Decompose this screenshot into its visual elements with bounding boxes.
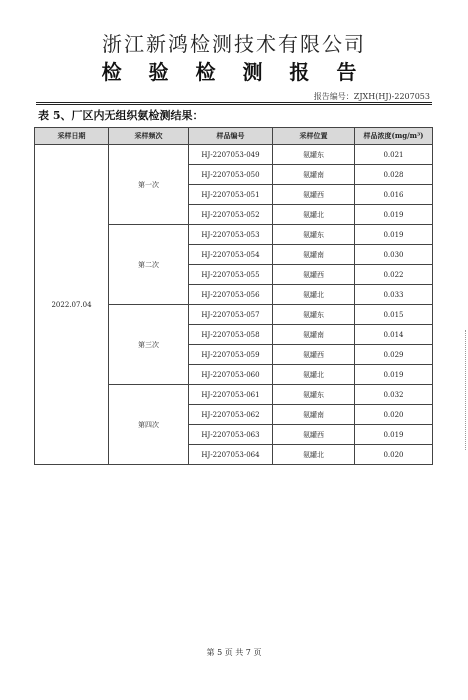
sample-value-cell: 0.030 (355, 245, 433, 265)
sample-id-cell: HJ-2207053-064 (189, 445, 273, 465)
sample-value-cell: 0.016 (355, 185, 433, 205)
sample-id-cell: HJ-2207053-060 (189, 365, 273, 385)
header-rule-bottom (36, 104, 432, 105)
sample-position-cell: 氨罐北 (273, 285, 355, 305)
sample-id-cell: HJ-2207053-058 (189, 325, 273, 345)
sample-id-cell: HJ-2207053-051 (189, 185, 273, 205)
sample-value-cell: 0.029 (355, 345, 433, 365)
sample-value-cell: 0.019 (355, 205, 433, 225)
sample-value-cell: 0.028 (355, 165, 433, 185)
column-header: 样品浓度(mg/m³) (355, 128, 433, 145)
sample-value-cell: 0.022 (355, 265, 433, 285)
results-table (34, 127, 433, 465)
sample-position-cell: 氨罐东 (273, 385, 355, 405)
sample-position-cell: 氨罐南 (273, 325, 355, 345)
sampling-round-cell: 第二次 (109, 225, 189, 305)
sample-value-cell: 0.019 (355, 425, 433, 445)
sample-id-cell: HJ-2207053-061 (189, 385, 273, 405)
column-header: 采样位置 (273, 128, 355, 145)
sampling-round-cell: 第四次 (109, 385, 189, 465)
sample-position-cell: 氨罐东 (273, 145, 355, 165)
sample-id-cell: HJ-2207053-054 (189, 245, 273, 265)
sample-value-cell: 0.020 (355, 445, 433, 465)
sample-value-cell: 0.020 (355, 405, 433, 425)
sample-position-cell: 氨罐东 (273, 305, 355, 325)
sample-position-cell: 氨罐西 (273, 185, 355, 205)
sample-id-cell: HJ-2207053-063 (189, 425, 273, 445)
sample-id-cell: HJ-2207053-052 (189, 205, 273, 225)
sample-position-cell: 氨罐西 (273, 345, 355, 365)
edge-stitch-marks (461, 330, 466, 450)
sample-position-cell: 氨罐东 (273, 225, 355, 245)
report-number: 报告编号：ZJXH(HJ)-2207053 (313, 92, 430, 101)
sample-id-cell: HJ-2207053-050 (189, 165, 273, 185)
column-header: 采样日期 (35, 128, 109, 145)
sample-value-cell: 0.032 (355, 385, 433, 405)
page-footer: 第 5 页 共 7 页 (206, 648, 262, 657)
sample-value-cell: 0.015 (355, 305, 433, 325)
report-title: 检 验 检 测 报 告 (101, 60, 367, 84)
table-header-row (35, 128, 433, 145)
sample-position-cell: 氨罐西 (273, 265, 355, 285)
company-name: 浙江新鸿检测技术有限公司 (102, 32, 366, 56)
header-rule-top (36, 102, 432, 103)
sample-value-cell: 0.021 (355, 145, 433, 165)
sample-position-cell: 氨罐南 (273, 165, 355, 185)
sampling-date-cell: 2022.07.04 (35, 145, 109, 465)
sample-id-cell: HJ-2207053-053 (189, 225, 273, 245)
sampling-round-cell: 第一次 (109, 145, 189, 225)
sample-value-cell: 0.014 (355, 325, 433, 345)
sample-value-cell: 0.019 (355, 365, 433, 385)
sample-position-cell: 氨罐南 (273, 245, 355, 265)
sampling-round-cell: 第三次 (109, 305, 189, 385)
sample-value-cell: 0.033 (355, 285, 433, 305)
column-header: 样品编号 (189, 128, 273, 145)
sample-position-cell: 氨罐北 (273, 205, 355, 225)
sample-id-cell: HJ-2207053-062 (189, 405, 273, 425)
sample-id-cell: HJ-2207053-049 (189, 145, 273, 165)
table-row (35, 145, 433, 165)
sample-position-cell: 氨罐北 (273, 365, 355, 385)
sample-position-cell: 氨罐西 (273, 425, 355, 445)
sample-id-cell: HJ-2207053-057 (189, 305, 273, 325)
sample-value-cell: 0.019 (355, 225, 433, 245)
sample-position-cell: 氨罐北 (273, 445, 355, 465)
sample-id-cell: HJ-2207053-059 (189, 345, 273, 365)
section-title: 表 5、厂区内无组织氨检测结果： (38, 109, 204, 122)
column-header: 采样频次 (109, 128, 189, 145)
sample-id-cell: HJ-2207053-056 (189, 285, 273, 305)
sample-id-cell: HJ-2207053-055 (189, 265, 273, 285)
sample-position-cell: 氨罐南 (273, 405, 355, 425)
